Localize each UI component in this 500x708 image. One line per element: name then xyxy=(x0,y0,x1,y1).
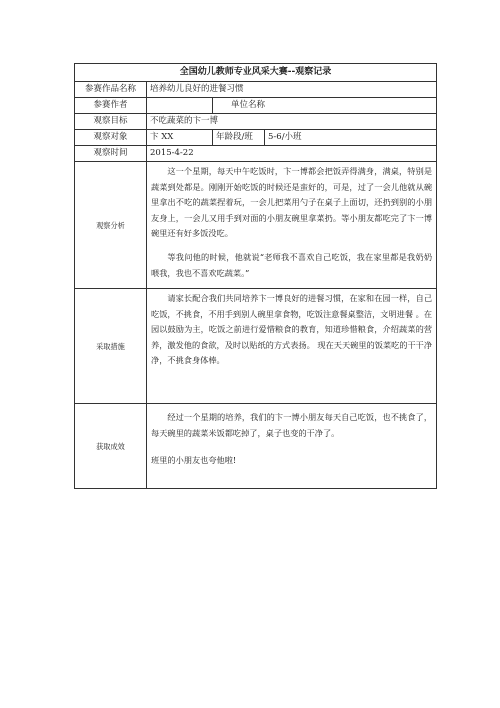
age-label: 年龄段/班 xyxy=(213,130,265,146)
results-content xyxy=(147,404,437,489)
results-paragraph-2: 班里的小朋友也夸他啦! xyxy=(151,455,237,466)
time-label: 观察时间 xyxy=(75,146,147,162)
author-label: 参赛作者 xyxy=(75,98,147,114)
analysis-gap xyxy=(151,242,432,250)
goal-value: 不吃蔬菜的卞一博 xyxy=(147,114,437,130)
subject-label: 观察对象 xyxy=(75,130,147,146)
observation-record-form xyxy=(74,63,436,489)
results-gap xyxy=(151,441,432,453)
time-value: 2015-4-22 xyxy=(147,146,437,162)
measures-content xyxy=(147,289,437,404)
work-name-value: 培养幼儿良好的进餐习惯 xyxy=(147,82,437,98)
goal-label: 观察目标 xyxy=(75,114,147,130)
record-table xyxy=(74,63,437,489)
work-name-label: 参赛作品名称 xyxy=(75,82,147,98)
results-paragraph-1: 经过一个星期的培养，我们的卞一博小朋友每天自己吃饭，也不挑食了，每天碗里的蔬菜米饭都吃掉了，桌子也变的干净了。 xyxy=(151,412,433,438)
unit-label: 单位名称 xyxy=(213,98,437,114)
analysis-content xyxy=(147,162,437,289)
form-title: 全国幼儿教师专业风采大赛--观察记录 xyxy=(75,64,437,82)
analysis-label: 观察分析 xyxy=(75,162,147,289)
measures-label: 采取措施 xyxy=(75,289,147,404)
author-value xyxy=(147,98,213,114)
subject-value: 卞 XX xyxy=(147,130,213,146)
analysis-paragraph-1: 这一个星期，每天中午吃饭时，卞一博都会把饭弄得满身，满桌，特别是蔬菜到处都是。刚刚开始吃饭的时候还是蛮好的，可是，过了一会儿他就从碗里拿出不吃的蔬菜捏着玩，一会儿把菜用勺子在桌子上面切，还扔到别的小朋友身上，一会儿又用手到对面的小朋友碗里拿菜扔。等小朋友都吃完了卞一博碗里还有好多饭没吃。 xyxy=(151,166,433,239)
results-label: 获取成效 xyxy=(75,404,147,489)
measures-paragraph-1: 请家长配合我们共同培养卞一博良好的进餐习惯，在家和在园一样，自己吃饭，不挑食，不用手到别人碗里拿食物，吃饭注意餐桌整洁，文明进餐 。在园以鼓励为主，吃饭之前进行爱惜粮食的教育，知道珍惜粮食，介绍蔬菜的营养，激发他的食欲，及时以贴纸的方式表扬。 现在天天碗里的饭菜吃的干干净净，不挑食身体棒。 xyxy=(151,293,433,366)
analysis-paragraph-2: 等我问他的时候，他就说“老师我不喜欢自己吃饭，我在家里都是我奶奶喂我，我也不喜欢吃蔬菜。” xyxy=(151,251,433,278)
age-value: 5-6/小班 xyxy=(265,130,437,146)
